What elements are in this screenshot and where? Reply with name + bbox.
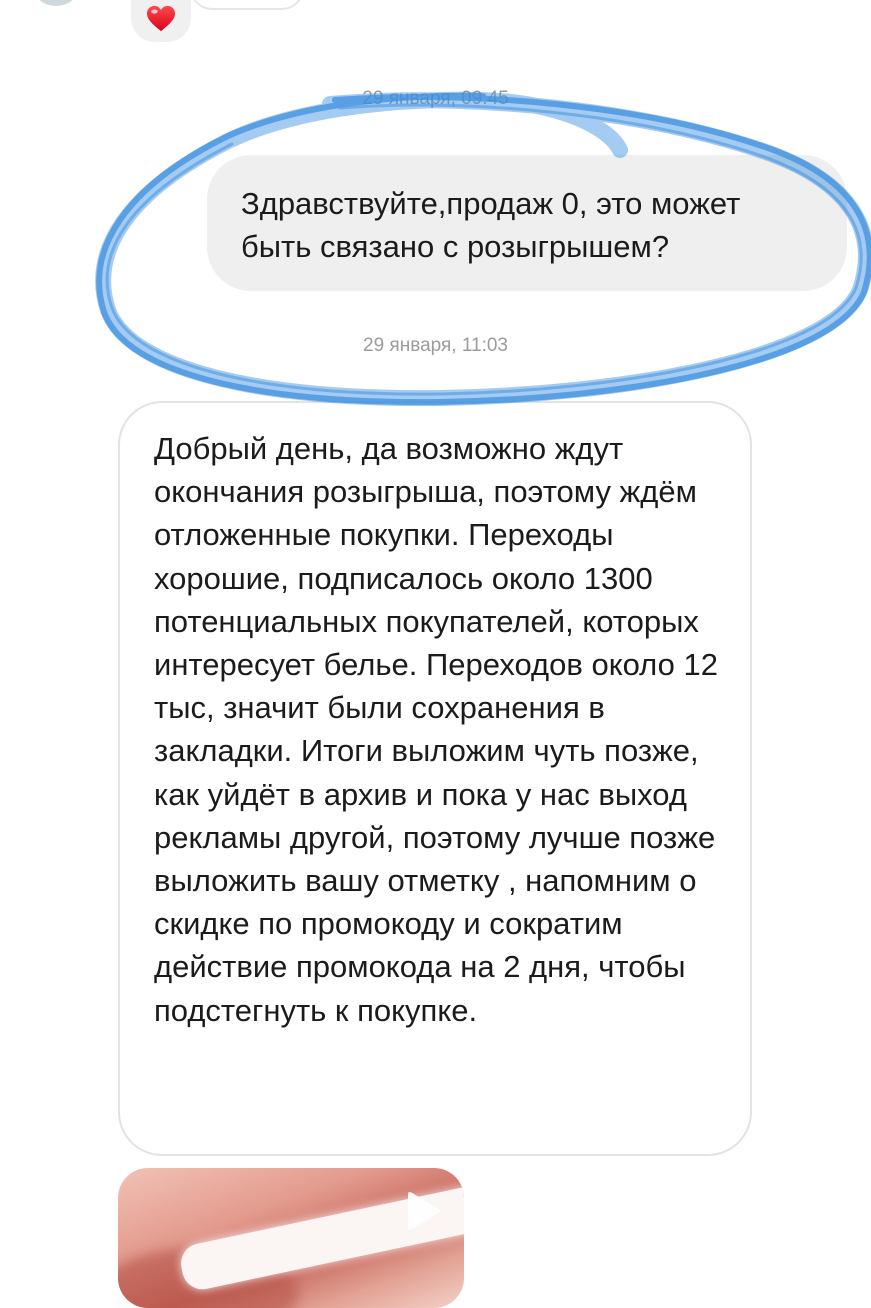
incoming-message-text: Добрый день, да возможно ждут окончания розыгрыша, поэтому ждём отложенные покупки. Переходы хорошие, подписалось около 1300 потенциальных покупателей, которых интересует белье. Переходов около 12 тыс, значит были сохранения в закладки. Итоги выложим чуть позже, как уйдёт в архив и пока у нас выход рекламы другой, поэтому лучше позже выложить вашу отметку , напомним о скидке по промокоду и сократим действие промокода на 2 дня, чтобы подстегнуть к покупке. xyxy=(154,431,718,1028)
play-icon[interactable] xyxy=(398,1188,444,1234)
message-timestamp: 29 января, 11:03 xyxy=(363,335,508,356)
heart-icon xyxy=(146,5,176,33)
previous-message-bubble[interactable] xyxy=(190,0,304,10)
message-reaction[interactable] xyxy=(131,0,191,42)
outgoing-message-bubble[interactable] xyxy=(207,155,847,291)
message-timestamp: 29 января, 09:45 xyxy=(362,88,509,109)
avatar[interactable] xyxy=(30,0,82,6)
outgoing-message-text: Здравствуйте,продаж 0, это может быть связано с розыгрышем? xyxy=(241,186,741,264)
incoming-message-bubble[interactable] xyxy=(118,401,752,1156)
